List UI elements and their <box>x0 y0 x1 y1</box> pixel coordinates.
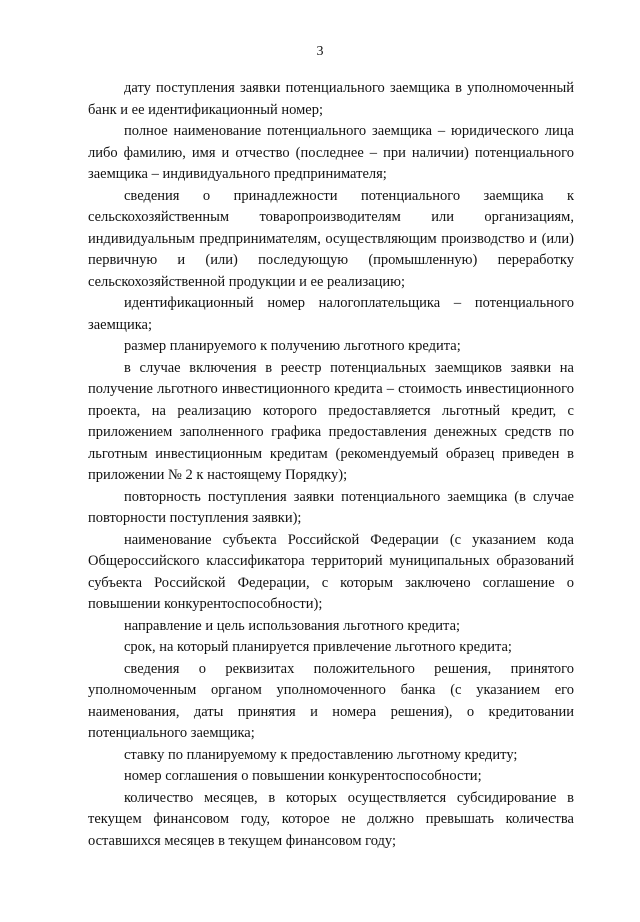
paragraph-loan-amount: размер планируемого к получению льготного кредита; <box>124 338 461 354</box>
paragraph-loan-term: срок, на который планируется привлечение льготного кредита; <box>124 639 512 655</box>
paragraph-borrower-name: полное наименование потенциального заемщика – юридического лица либо фамилию, имя и отчество (последнее – при наличии) потенциального заемщика – индивидуального предпринимателя; <box>88 123 574 182</box>
paragraph-region-name: наименование субъекта Российской Федерации (с указанием кода Общероссийского классификатора территорий муниципальных образований субъекта Российской Федерации, с которым заключено соглашение о повышении конкурентоспособности); <box>88 531 574 612</box>
page-number: 3 <box>316 44 324 59</box>
paragraph-agreement-number: номер соглашения о повышении конкурентоспособности; <box>124 768 482 784</box>
paragraph-loan-rate: ставку по планируемому к предоставлению льготному кредиту; <box>124 746 518 763</box>
document-body <box>88 78 574 852</box>
paragraph-investment-project: в случае включения в реестр потенциальных заемщиков заявки на получение льготного инвестиционного кредита – стоимость инвестиционного проекта, на реализацию которого предоставляется льготный кредит, с приложением заполненного графика предоставления денежных средств по льготным инвестиционным кредитам (рекомендуемый образец приведен в приложении № 2 к настоящему Порядку); <box>88 359 574 483</box>
paragraph-subsidy-months: количество месяцев, в которых осуществляется субсидирование в текущем финансовом году, которое не должно превышать количества оставшихся месяцев в текущем финансовом году; <box>88 789 574 849</box>
paragraph-loan-purpose: направление и цель использования льготного кредита; <box>124 617 461 634</box>
paragraph-decision-details: сведения о реквизитах положительного решения, принятого уполномоченным органом уполномоченного банка (с указанием его наименования, даты принятия и номера решения), о кредитовании потенциального заемщика; <box>88 660 574 741</box>
paragraph-application-date: дату поступления заявки потенциального заемщика в уполномоченный банк и ее идентификационный номер; <box>88 80 574 118</box>
paragraph-tax-id: идентификационный номер налогоплательщика – потенциального заемщика; <box>88 295 574 333</box>
paragraph-repeat-application: повторность поступления заявки потенциального заемщика (в случае повторности поступления заявки); <box>88 488 574 526</box>
paragraph-producer-status: сведения о принадлежности потенциального заемщика к сельскохозяйственным товаропроизводителям или организациям, индивидуальным предпринимателям, осуществляющим производство и (или) первичную и (или) последующую (промышленную) переработку сельскохозяйственной продукции и ее реализацию; <box>88 187 574 290</box>
